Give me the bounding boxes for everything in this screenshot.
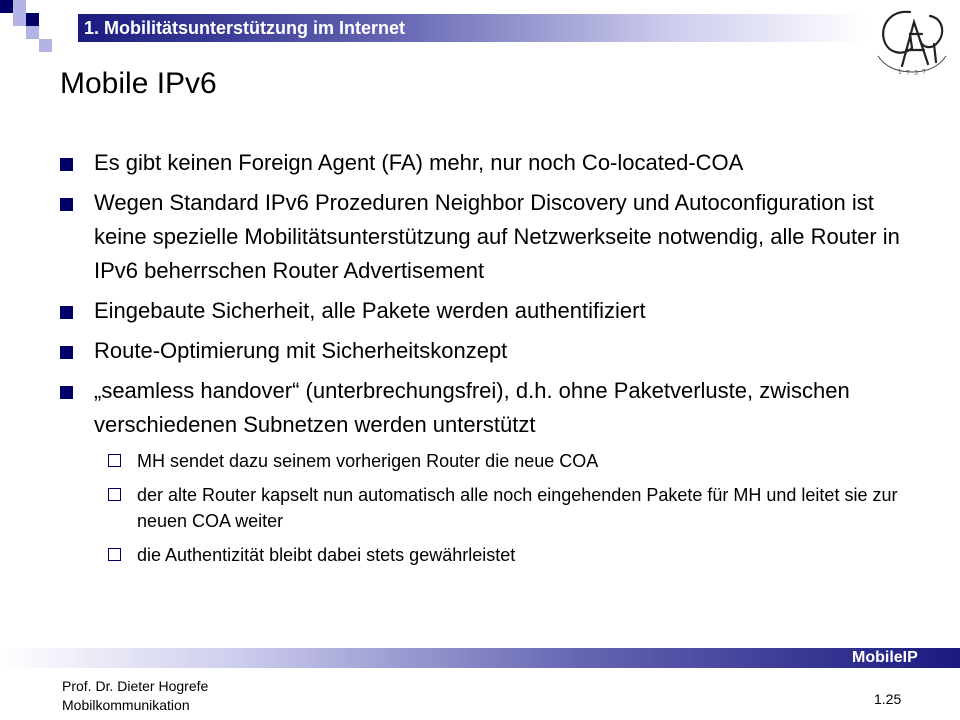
- sub-bullet-item: [60, 482, 910, 534]
- hollow-square-bullet-icon: [108, 488, 121, 501]
- bullet-item: [60, 334, 910, 368]
- decor-square: [39, 39, 52, 52]
- bullet-text: Es gibt keinen Foreign Agent (FA) mehr, nur noch Co-located-COA: [94, 150, 744, 175]
- bullet-item: [60, 146, 910, 180]
- footer-author: [62, 677, 208, 715]
- bullet-item: [60, 374, 910, 442]
- square-bullet-icon: [60, 386, 73, 399]
- bullet-item: [60, 294, 910, 328]
- square-bullet-icon: [60, 158, 73, 171]
- sub-bullet-text: die Authentizität bleibt dabei stets gewährleistet: [137, 545, 516, 565]
- slide-content: [60, 146, 910, 576]
- sub-bullet-item: [60, 542, 910, 568]
- course-name: Mobilkommunikation: [62, 697, 190, 713]
- footer-topic-tag: MobileIP: [852, 649, 918, 666]
- bullet-text: Wegen Standard IPv6 Prozeduren Neighbor Discovery und Autoconfiguration ist keine spezielle Mobilitätsunterstützung auf Netzwerkseite notwendig, alle Router in IPv6 beherrschen Router Advertisement: [94, 190, 900, 283]
- bullet-text: „seamless handover“ (unterbrechungsfrei), d.h. ohne Paketverluste, zwischen verschiedenen Subnetzen werden unterstützt: [94, 378, 850, 437]
- bullet-text: Route-Optimierung mit Sicherheitskonzept: [94, 338, 508, 363]
- svg-text:7: 7: [922, 69, 926, 76]
- square-bullet-icon: [60, 198, 73, 211]
- author-name: Prof. Dr. Dieter Hogrefe: [62, 678, 209, 694]
- sub-bullet-item: [60, 448, 910, 474]
- decor-square: [26, 26, 39, 39]
- svg-text:1: 1: [898, 69, 902, 76]
- bullet-item: [60, 186, 910, 288]
- hollow-square-bullet-icon: [108, 548, 121, 561]
- bullet-text: Eingebaute Sicherheit, alle Pakete werden authentifiziert: [94, 298, 646, 323]
- footer-bar: [0, 648, 960, 668]
- hollow-square-bullet-icon: [108, 454, 121, 467]
- university-seal-logo: [872, 4, 952, 76]
- decor-square: [26, 13, 39, 26]
- square-bullet-icon: [60, 346, 73, 359]
- section-title: 1. Mobilitätsunterstützung im Internet: [84, 18, 406, 38]
- square-bullet-icon: [60, 306, 73, 319]
- sub-bullet-text: MH sendet dazu seinem vorherigen Router die neue COA: [137, 451, 599, 471]
- sub-bullet-text: der alte Router kapselt nun automatisch alle noch eingehenden Pakete für MH und leitet sie zur neuen COA weiter: [137, 485, 898, 531]
- svg-text:7: 7: [906, 70, 910, 76]
- slide-title: Mobile IPv6: [60, 67, 217, 100]
- page-number: 1.25: [874, 691, 902, 707]
- decor-square: [13, 13, 26, 26]
- svg-text:3: 3: [914, 70, 918, 76]
- decor-square: [0, 0, 13, 13]
- decor-square: [13, 0, 26, 13]
